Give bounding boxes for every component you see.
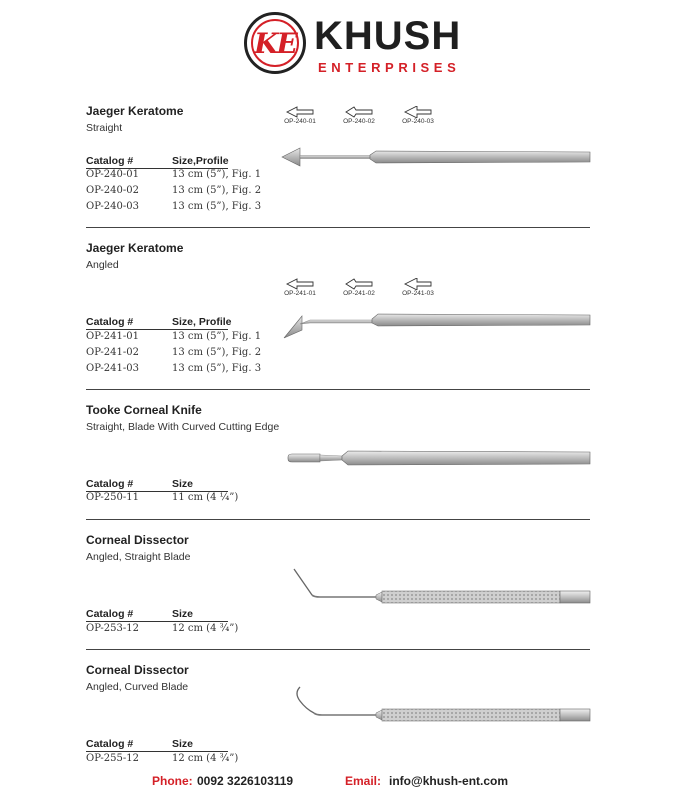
size-header: Size,Profile — [172, 155, 229, 167]
header-rule — [86, 329, 228, 330]
profile-figure: OP-240-01 — [280, 106, 320, 125]
profile-arrow-icon — [285, 106, 315, 118]
profile-figure: OP-240-03 — [398, 106, 438, 125]
product-subtitle: Straight, Blade With Curved Cutting Edge — [86, 421, 280, 433]
tooke-corneal-knife-image — [286, 448, 592, 470]
phone-label: Phone: — [152, 774, 193, 788]
catalog-header: Catalog # — [86, 478, 134, 490]
email-link[interactable]: info@khush-ent.com — [389, 774, 509, 788]
company-logo — [238, 8, 462, 80]
profile-arrow-icon — [344, 106, 374, 118]
size-header: Size, Profile — [172, 316, 232, 328]
size-value: 13 cm (5”), Fig. 1 — [172, 331, 262, 342]
profile-arrow-icon — [344, 278, 374, 290]
product-title: Jaeger Keratome — [86, 241, 184, 255]
jaeger-keratome-angled-image — [280, 308, 592, 342]
size-header: Size — [172, 738, 194, 750]
catalog-number: OP-255-12 — [86, 753, 139, 764]
section-divider — [86, 649, 590, 650]
logo-wordmark: KHUSH — [314, 14, 462, 58]
corneal-dissector-curved-image — [290, 683, 592, 725]
catalog-number: OP-240-03 — [86, 201, 139, 212]
profile-figure: OP-241-02 — [339, 278, 379, 297]
profile-arrow-icon — [285, 278, 315, 290]
product-title: Jaeger Keratome — [86, 104, 184, 118]
jaeger-keratome-straight-image — [280, 145, 592, 171]
size-header: Size — [172, 478, 194, 490]
size-value: 13 cm (5”), Fig. 2 — [172, 185, 262, 196]
catalog-header: Catalog # — [86, 738, 134, 750]
logo-subtitle: ENTERPRISES — [318, 60, 461, 75]
catalog-header: Catalog # — [86, 155, 134, 167]
catalog-number: OP-240-02 — [86, 185, 139, 196]
size-value: 13 cm (5”), Fig. 3 — [172, 201, 262, 212]
catalog-number: OP-250-11 — [86, 492, 139, 503]
profile-arrow-icon — [403, 278, 433, 290]
size-value: 12 cm (4 ¾”) — [172, 623, 239, 634]
header-rule — [86, 621, 228, 622]
catalog-number: OP-241-03 — [86, 363, 139, 374]
product-title: Corneal Dissector — [86, 533, 189, 547]
profile-arrow-icon — [403, 106, 433, 118]
section-divider — [86, 227, 590, 228]
email-label: Email: — [345, 774, 382, 788]
header-rule — [86, 751, 228, 752]
size-value: 13 cm (5”), Fig. 2 — [172, 347, 262, 358]
logo-emblem — [244, 12, 306, 74]
size-value: 11 cm (4 ¼”) — [172, 492, 239, 503]
catalog-header: Catalog # — [86, 608, 134, 620]
product-subtitle: Straight — [86, 122, 123, 134]
size-value: 12 cm (4 ¾”) — [172, 753, 239, 764]
catalog-number: OP-241-01 — [86, 331, 139, 342]
catalog-header: Catalog # — [86, 316, 134, 328]
product-subtitle: Angled — [86, 259, 119, 271]
section-divider — [86, 519, 590, 520]
logo-mark: KE — [254, 27, 296, 60]
product-title: Tooke Corneal Knife — [86, 403, 202, 417]
phone-number[interactable]: 0092 3226103119 — [197, 774, 294, 788]
size-header: Size — [172, 608, 194, 620]
corneal-dissector-straight-image — [290, 565, 592, 607]
profile-figure: OP-241-03 — [398, 278, 438, 297]
size-value: 13 cm (5”), Fig. 1 — [172, 169, 262, 180]
product-subtitle: Angled, Curved Blade — [86, 681, 189, 693]
product-title: Corneal Dissector — [86, 663, 189, 677]
catalog-number: OP-241-02 — [86, 347, 139, 358]
catalog-number: OP-253-12 — [86, 623, 139, 634]
section-divider — [86, 389, 590, 390]
profile-figure: OP-240-02 — [339, 106, 379, 125]
size-value: 13 cm (5”), Fig. 3 — [172, 363, 262, 374]
catalog-number: OP-240-01 — [86, 169, 139, 180]
product-subtitle: Angled, Straight Blade — [86, 551, 191, 563]
profile-figure: OP-241-01 — [280, 278, 320, 297]
